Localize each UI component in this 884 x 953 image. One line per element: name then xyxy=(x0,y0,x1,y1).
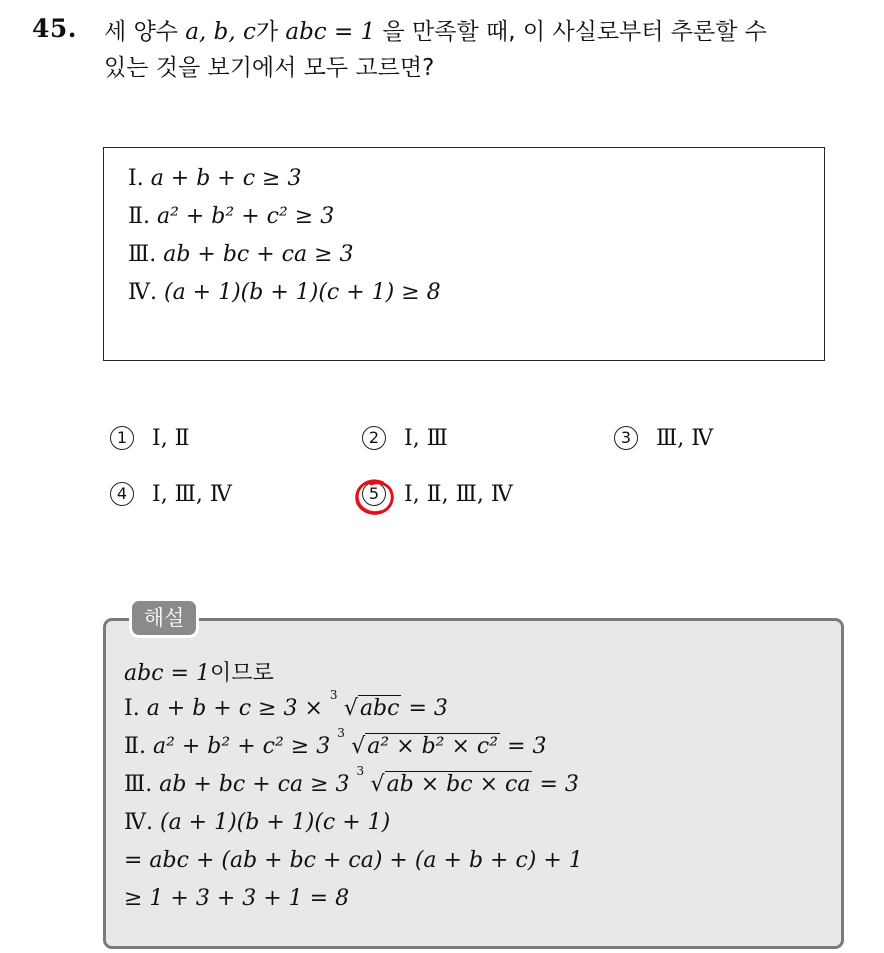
root-index-2: 3 xyxy=(337,726,345,740)
cube-root-2 xyxy=(337,726,500,759)
solution-line-4-expr: (a + 1)(b + 1)(c + 1) xyxy=(159,810,391,835)
solution-line-3-left: ab + bc + ca ≥ 3 xyxy=(159,772,350,797)
choice-3[interactable] xyxy=(614,426,713,451)
bogi-item-3 xyxy=(128,242,354,267)
solution-line-0 xyxy=(124,656,274,687)
cube-root-3 xyxy=(356,764,533,797)
solution-line-1-label: Ⅰ. xyxy=(124,696,140,721)
bogi-expr-4: (a + 1)(b + 1)(c + 1) ≥ 8 xyxy=(163,280,441,305)
solution-line-1 xyxy=(124,688,448,721)
question-particle: 가 xyxy=(255,19,279,45)
radical-sign-1: √ xyxy=(343,696,358,721)
bogi-expr-3: ab + bc + ca ≥ 3 xyxy=(163,242,354,267)
question-text xyxy=(104,14,874,86)
solution-line-1-right: = 3 xyxy=(408,696,448,721)
question-number: 45. xyxy=(32,14,77,43)
solution-line-5: = abc + (ab + bc + ca) + (a + b + c) + 1 xyxy=(124,848,583,873)
solution-line-2-radicand: a² × b² × c² xyxy=(367,734,499,759)
solution-line-2 xyxy=(124,726,547,759)
radical-sign-3: √ xyxy=(370,772,385,797)
choice-5-text: Ⅰ, Ⅱ, Ⅲ, Ⅳ xyxy=(404,482,513,507)
choice-5-marker: 5 xyxy=(362,482,386,506)
choice-2-marker: 2 xyxy=(362,426,386,450)
bogi-label-4: Ⅳ. xyxy=(128,280,157,305)
solution-line-3-right: = 3 xyxy=(539,772,579,797)
solution-line-1-left: a + b + c ≥ 3 × xyxy=(146,696,323,721)
question-prefix: 세 양수 xyxy=(104,19,178,45)
solution-line-2-right: = 3 xyxy=(507,734,547,759)
bogi-label-2: Ⅱ. xyxy=(128,204,150,229)
bogi-label-1: Ⅰ. xyxy=(128,166,144,191)
choice-1-text: Ⅰ, Ⅱ xyxy=(152,426,190,451)
answer-circle-mark xyxy=(353,477,397,517)
choice-3-marker: 3 xyxy=(614,426,638,450)
root-index-3: 3 xyxy=(356,764,365,778)
bogi-item-4 xyxy=(128,280,441,305)
question-condition: abc = 1 xyxy=(285,19,376,45)
solution-line-3-radicand: ab × bc × ca xyxy=(386,772,531,797)
bogi-box xyxy=(103,147,825,361)
choice-1-marker: 1 xyxy=(110,426,134,450)
root-index-1: 3 xyxy=(329,688,338,702)
choice-3-text: Ⅲ, Ⅳ xyxy=(656,426,714,451)
choice-1[interactable] xyxy=(110,426,190,451)
radical-sign-2: √ xyxy=(351,734,366,759)
choice-2-text: Ⅰ, Ⅲ xyxy=(404,426,448,451)
question-line-1 xyxy=(104,14,874,50)
solution-tag: 해설 xyxy=(129,598,199,638)
choice-4-marker: 4 xyxy=(110,482,134,506)
solution-line-3 xyxy=(124,764,579,797)
bogi-item-1 xyxy=(128,166,301,191)
solution-line-4 xyxy=(124,810,390,835)
question-suffix: 을 만족할 때, 이 사실로부터 추론할 수 xyxy=(382,19,767,45)
solution-line-2-left: a² + b² + c² ≥ 3 xyxy=(152,734,331,759)
bogi-expr-1: a + b + c ≥ 3 xyxy=(150,166,302,191)
question-variables: a, b, c xyxy=(185,19,256,45)
choice-4-text: Ⅰ, Ⅲ, Ⅳ xyxy=(152,482,232,507)
solution-line-3-label: Ⅲ. xyxy=(124,772,153,797)
question-line-2: 있는 것을 보기에서 모두 고르면? xyxy=(104,55,435,81)
solution-line-0-math: abc = 1 xyxy=(124,661,210,686)
bogi-expr-2: a² + b² + c² ≥ 3 xyxy=(156,204,335,229)
solution-line-2-label: Ⅱ. xyxy=(124,734,146,759)
solution-line-0-text: 이므로 xyxy=(209,661,274,686)
bogi-label-3: Ⅲ. xyxy=(128,242,157,267)
cube-root-1 xyxy=(329,688,402,721)
choice-4[interactable] xyxy=(110,482,232,507)
solution-line-1-radicand: abc xyxy=(359,696,400,721)
choice-2[interactable] xyxy=(362,426,448,451)
solution-line-4-label: Ⅳ. xyxy=(124,810,153,835)
solution-line-6: ≥ 1 + 3 + 3 + 1 = 8 xyxy=(124,886,350,911)
bogi-item-2 xyxy=(128,204,334,229)
